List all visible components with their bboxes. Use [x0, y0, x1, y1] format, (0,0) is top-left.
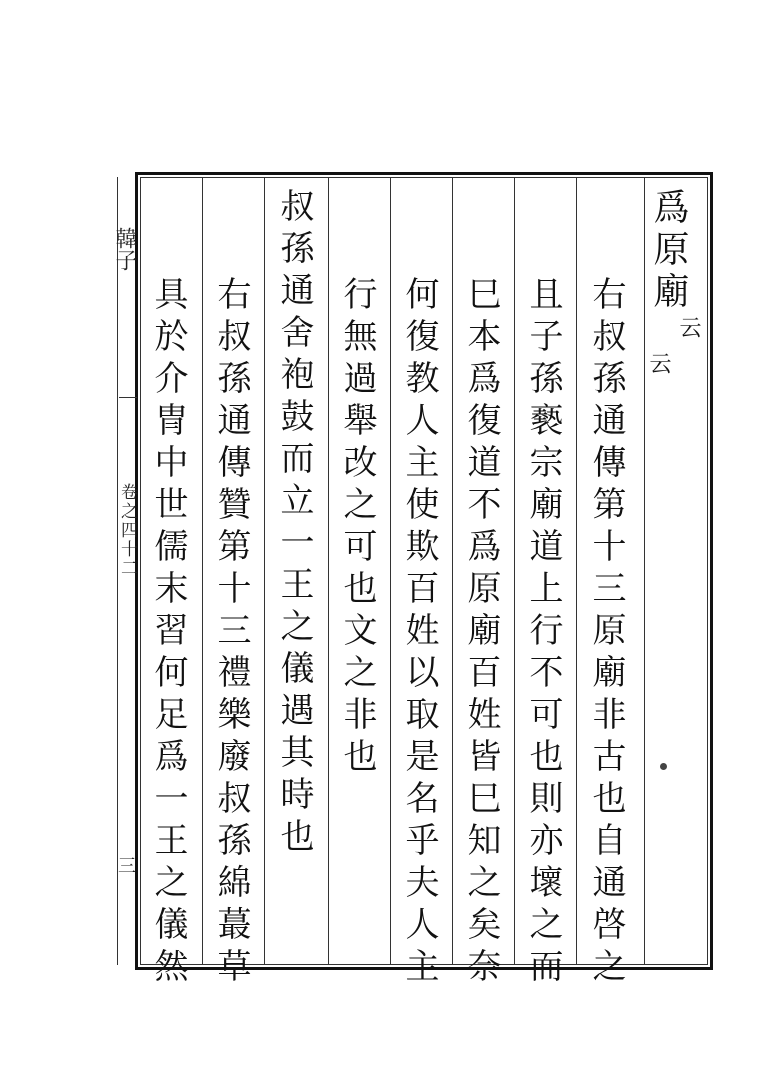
column-rule [452, 177, 453, 965]
fold-volume: 卷之四十二 [117, 482, 137, 578]
fold-page-number: 三 [115, 856, 136, 874]
heading-column: 爲原廟 [648, 188, 689, 314]
text-column: 且子孫褻宗廟道上行不可也則亦壞之而 [523, 276, 563, 990]
text-column: 何復教人主使欺百姓以取是名乎夫人主 [399, 276, 439, 990]
text-column: 行無過舉改之可也文之非也 [337, 276, 377, 780]
column-rule [644, 177, 645, 965]
text-column: 巳本爲復道不爲原廟百姓皆巳知之矣奈 [461, 276, 501, 990]
column-rule [328, 177, 329, 965]
column-rule [514, 177, 515, 965]
fold-title: 韓子 [112, 227, 137, 271]
text-column: 具於介冑中世儒末習何足爲一王之儀然 [148, 276, 188, 990]
column-rule [390, 177, 391, 965]
text-column: 右叔孫通傳贊第十三禮樂廢叔孫綿蕞草 [211, 276, 251, 990]
text-column: 叔孫通舍袍鼓而立一王之儀遇其時也 [274, 188, 314, 860]
column-rule [202, 177, 203, 965]
fold-divider [119, 397, 137, 398]
note-yun-2: 云 [646, 352, 671, 374]
text-column: 右叔孫通傳第十三原廟非古也自通啓之 [586, 276, 626, 990]
column-rule [264, 177, 265, 965]
note-yun-1: 云 [676, 316, 701, 338]
column-rule [576, 177, 577, 965]
ink-spot [660, 763, 667, 770]
